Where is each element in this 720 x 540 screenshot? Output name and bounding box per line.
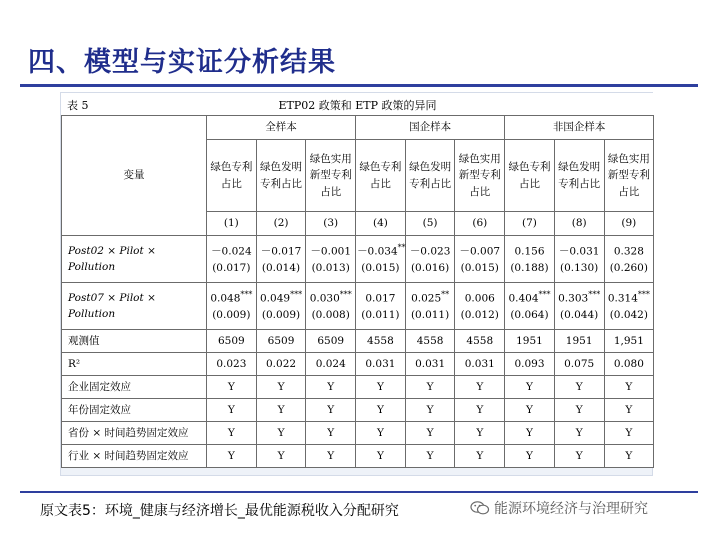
statistic-row-label: R² [62, 353, 207, 376]
row-header-cell: 变量 [62, 116, 207, 236]
coefficient-line [258, 242, 305, 260]
statistic-cell: Y [505, 399, 555, 422]
statistic-cell: Y [554, 376, 604, 399]
statistic-cell: Y [356, 399, 406, 422]
column-number: (3) [306, 212, 356, 236]
standard-error: (0.015) [460, 261, 499, 274]
variable-header: 绿色发明专利占比 [256, 140, 306, 212]
coefficient-value: 0.314 [607, 292, 638, 305]
standard-error: (0.009) [212, 308, 251, 321]
coefficient-value: 0.049 [260, 292, 291, 305]
statistic-cell: Y [455, 376, 505, 399]
statistic-cell: Y [356, 445, 406, 468]
statistic-cell: 0.031 [455, 353, 505, 376]
coefficient-value: 0.404 [508, 292, 539, 305]
significance-stars: *** [240, 289, 253, 299]
group-header: 全样本 [207, 116, 356, 140]
standard-error: (0.015) [361, 261, 400, 274]
column-number: (9) [604, 212, 654, 236]
standard-error: (0.064) [510, 308, 549, 321]
coefficient-row-label: Post02 × Pilot × Pollution [62, 236, 207, 283]
slide-title: 四、模型与实证分析结果 [28, 47, 336, 78]
column-number: (4) [356, 212, 406, 236]
coefficient-cell [207, 283, 257, 330]
statistic-cell: Y [554, 445, 604, 468]
coefficient-cell [256, 236, 306, 283]
group-header: 国企样本 [356, 116, 505, 140]
statistic-cell: 6509 [306, 330, 356, 353]
statistic-cell: 0.031 [356, 353, 406, 376]
coefficient-value: －0.007 [459, 245, 501, 258]
statistic-cell: 6509 [207, 330, 257, 353]
coefficient-line [456, 289, 503, 307]
statistic-cell: 0.023 [207, 353, 257, 376]
coefficient-cell [405, 236, 455, 283]
statistic-cell: 1,951 [604, 330, 654, 353]
column-number: (7) [505, 212, 555, 236]
coefficient-value: 0.017 [365, 292, 396, 305]
standard-error: (0.008) [311, 308, 350, 321]
standard-error: (0.014) [261, 261, 301, 274]
coefficient-line [606, 242, 653, 260]
standard-error: (0.011) [410, 308, 450, 321]
statistic-cell: Y [405, 422, 455, 445]
statistic-cell: 4558 [356, 330, 406, 353]
coefficient-cell [306, 283, 356, 330]
watermark [470, 498, 648, 518]
coefficient-cell [207, 236, 257, 283]
statistic-cell: Y [505, 376, 555, 399]
column-number: (1) [207, 212, 257, 236]
coefficient-value: －0.023 [409, 245, 451, 258]
variable-header: 绿色专利占比 [505, 140, 555, 212]
statistic-cell: 4558 [455, 330, 505, 353]
coefficient-line [506, 242, 553, 260]
statistic-cell: 0.075 [554, 353, 604, 376]
coefficient-value: 0.048 [210, 292, 241, 305]
coefficient-line [606, 289, 653, 307]
significance-stars: *** [538, 289, 551, 299]
coefficient-line [556, 289, 603, 307]
coefficient-line [407, 289, 454, 307]
coefficient-value: 0.156 [514, 245, 545, 258]
statistic-cell: Y [207, 445, 257, 468]
significance-stars: ** [441, 289, 450, 299]
variable-header: 绿色专利占比 [356, 140, 406, 212]
group-header: 非国企样本 [505, 116, 654, 140]
standard-error: (0.188) [510, 261, 549, 274]
statistic-cell: Y [207, 376, 257, 399]
statistic-row-label: 企业固定效应 [62, 376, 207, 399]
coefficient-cell [505, 283, 555, 330]
coefficient-value: 0.025 [411, 292, 442, 305]
statistic-cell: 0.080 [604, 353, 654, 376]
statistic-cell: Y [554, 422, 604, 445]
statistic-cell: Y [604, 445, 654, 468]
significance-stars: *** [290, 289, 303, 299]
coefficient-cell [455, 236, 505, 283]
source-note: 原文表5：环境_健康与经济增长_最优能源税收入分配研究 [40, 503, 399, 519]
variable-header: 绿色实用新型专利占比 [455, 140, 505, 212]
statistic-cell: Y [207, 399, 257, 422]
coefficient-cell [604, 236, 654, 283]
coefficient-line [208, 242, 255, 260]
column-number: (5) [405, 212, 455, 236]
statistic-cell: 1951 [505, 330, 555, 353]
footer-divider [20, 491, 698, 493]
standard-error: (0.009) [261, 308, 301, 321]
statistic-row [62, 376, 654, 399]
wechat-icon [470, 500, 490, 516]
statistic-row-label: 省份 × 时间趋势固定效应 [62, 422, 207, 445]
coefficient-value: －0.001 [310, 245, 351, 258]
statistic-cell: Y [604, 422, 654, 445]
statistic-cell: 4558 [405, 330, 455, 353]
coefficient-cell [455, 283, 505, 330]
coefficient-line [357, 289, 404, 307]
coefficient-row-label: Post07 × Pilot × Pollution [62, 283, 207, 330]
title-divider [20, 84, 698, 87]
statistic-row-label: 行业 × 时间趋势固定效应 [62, 445, 207, 468]
column-number: (8) [554, 212, 604, 236]
statistic-cell: Y [505, 422, 555, 445]
statistic-row [62, 399, 654, 422]
coefficient-cell [505, 236, 555, 283]
statistic-cell: Y [405, 445, 455, 468]
coefficient-value: －0.031 [558, 245, 600, 258]
statistic-cell: Y [306, 376, 356, 399]
coefficient-cell [405, 283, 455, 330]
coefficient-line [258, 289, 305, 307]
significance-stars: *** [588, 289, 601, 299]
statistic-cell: Y [207, 422, 257, 445]
coefficient-cell [554, 283, 604, 330]
coefficient-line [208, 289, 255, 307]
coefficient-value: 0.328 [613, 245, 644, 258]
coefficient-value: 0.006 [464, 292, 495, 305]
regression-table [61, 115, 654, 468]
statistic-cell: Y [256, 399, 306, 422]
standard-error: (0.017) [212, 261, 251, 274]
statistic-cell: Y [306, 399, 356, 422]
standard-error: (0.012) [460, 308, 499, 321]
watermark-text: 能源环境经济与治理研究 [494, 501, 648, 517]
statistic-cell: Y [455, 399, 505, 422]
coefficient-line [506, 289, 553, 307]
statistic-row [62, 445, 654, 468]
variable-header: 绿色实用新型专利占比 [604, 140, 654, 212]
significance-stars: *** [339, 289, 352, 299]
coefficient-row [62, 283, 654, 330]
statistic-cell: Y [455, 422, 505, 445]
statistic-cell: 0.093 [505, 353, 555, 376]
statistic-cell: Y [455, 445, 505, 468]
coefficient-cell [604, 283, 654, 330]
statistic-cell: Y [306, 445, 356, 468]
statistic-cell: 0.031 [405, 353, 455, 376]
coefficient-cell [554, 236, 604, 283]
statistic-cell: Y [356, 376, 406, 399]
coefficient-value: －0.024 [211, 245, 252, 258]
variable-header: 绿色专利占比 [207, 140, 257, 212]
table-label: 表 5 [67, 99, 89, 112]
table-title: ETP02 政策和 ETP 政策的异同 [278, 99, 437, 112]
standard-error: (0.130) [560, 261, 599, 274]
statistic-row [62, 330, 654, 353]
coefficient-value: 0.030 [309, 292, 340, 305]
standard-error: (0.260) [609, 261, 648, 274]
coefficient-cell [356, 283, 406, 330]
significance-stars: ** [397, 242, 406, 252]
variable-header: 绿色发明专利占比 [554, 140, 604, 212]
standard-error: (0.016) [410, 261, 450, 274]
statistic-cell: Y [256, 445, 306, 468]
statistic-cell: 0.024 [306, 353, 356, 376]
variable-header: 绿色实用新型专利占比 [306, 140, 356, 212]
column-number: (6) [455, 212, 505, 236]
coefficient-line [407, 242, 454, 260]
coefficient-value: －0.034 [357, 245, 398, 258]
standard-error: (0.044) [560, 308, 599, 321]
statistic-cell: Y [405, 376, 455, 399]
group-header-row [62, 116, 654, 140]
statistic-cell: 1951 [554, 330, 604, 353]
coefficient-cell [356, 236, 406, 283]
significance-stars: *** [637, 289, 650, 299]
coefficient-cell [256, 283, 306, 330]
statistic-row [62, 422, 654, 445]
statistic-row [62, 353, 654, 376]
statistic-cell: Y [604, 376, 654, 399]
statistic-cell: Y [604, 399, 654, 422]
statistic-cell: 0.022 [256, 353, 306, 376]
coefficient-value: －0.017 [260, 245, 302, 258]
coefficient-row [62, 236, 654, 283]
statistic-cell: Y [405, 399, 455, 422]
coefficient-line [307, 289, 354, 307]
coefficient-line [556, 242, 603, 260]
coefficient-cell [306, 236, 356, 283]
statistic-cell: Y [306, 422, 356, 445]
coefficient-line [456, 242, 503, 260]
coefficient-line [307, 242, 354, 260]
coefficient-value: 0.303 [558, 292, 589, 305]
variable-header: 绿色发明专利占比 [405, 140, 455, 212]
standard-error: (0.011) [361, 308, 400, 321]
statistic-cell: 6509 [256, 330, 306, 353]
standard-error: (0.042) [609, 308, 648, 321]
standard-error: (0.013) [311, 261, 350, 274]
statistic-cell: Y [505, 445, 555, 468]
statistic-cell: Y [256, 376, 306, 399]
statistic-cell: Y [356, 422, 406, 445]
statistic-cell: Y [256, 422, 306, 445]
column-number: (2) [256, 212, 306, 236]
coefficient-line [357, 242, 404, 260]
regression-table-panel [60, 92, 653, 476]
statistic-row-label: 观测值 [62, 330, 207, 353]
statistic-row-label: 年份固定效应 [62, 399, 207, 422]
statistic-cell: Y [554, 399, 604, 422]
table-caption [61, 93, 654, 115]
